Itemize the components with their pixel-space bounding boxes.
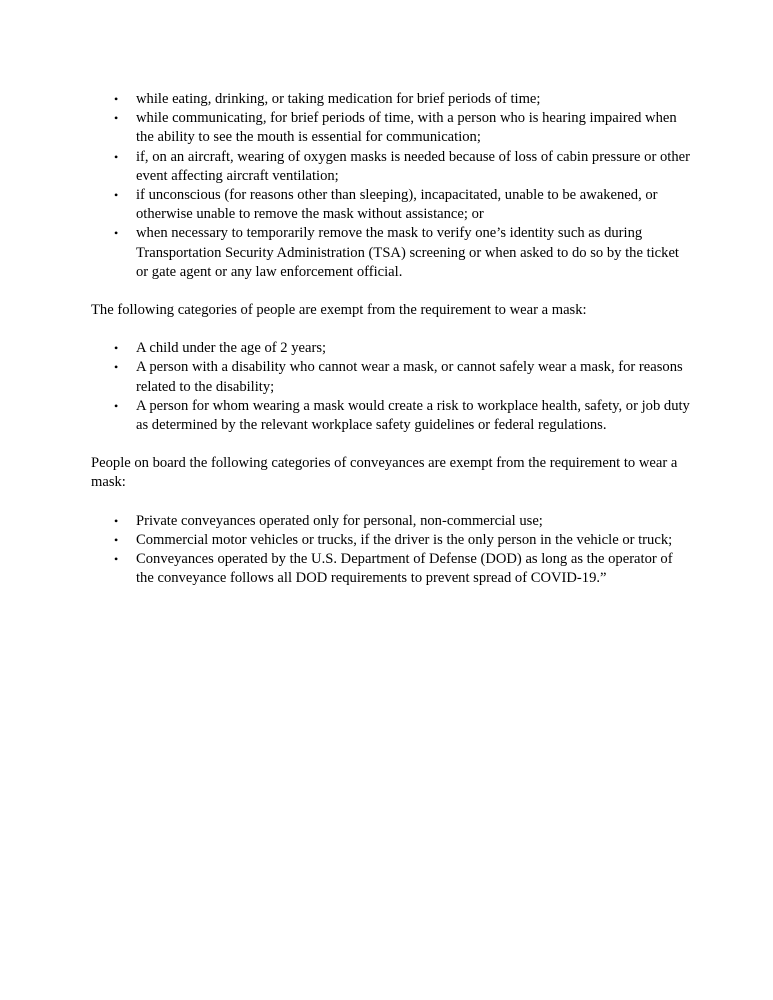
bullet-icon: • [114, 360, 119, 375]
mask-removal-exceptions-list [91, 90, 691, 282]
list-item [114, 550, 691, 588]
list-item [114, 512, 691, 531]
bullet-icon: • [114, 149, 119, 164]
list-item-text: Commercial motor vehicles or trucks, if the driver is the only person in the vehicle or truck; [136, 531, 673, 548]
list-item-text: A person with a disability who cannot wear a mask, or cannot safely wear a mask, for reasons related to the disability; [136, 359, 683, 395]
list-item [114, 531, 691, 550]
list-item [114, 186, 691, 224]
exempt-people-intro: The following categories of people are exempt from the requirement to wear a mask: [91, 302, 587, 319]
list-item [114, 358, 691, 396]
bullet-icon: • [114, 532, 119, 547]
list-item [114, 339, 691, 358]
list-item-text: Private conveyances operated only for personal, non-commercial use; [136, 512, 543, 529]
exempt-people-list [91, 339, 691, 435]
list-item [114, 397, 691, 435]
list-item-text: while communicating, for brief periods of time, with a person who is hearing impaired when the ability to see the mouth is essential for communication; [136, 110, 677, 146]
list-item [114, 148, 691, 186]
list-item-text: A child under the age of 2 years; [136, 340, 327, 357]
bullet-icon: • [114, 341, 119, 356]
bullet-icon: • [114, 513, 119, 528]
list-item-text: A person for whom wearing a mask would create a risk to workplace health, safety, or job duty as determined by the relevant workplace safety guidelines or federal regulations. [136, 397, 690, 434]
list-item [114, 224, 691, 282]
list-item-text: while eating, drinking, or taking medication for brief periods of time; [136, 91, 541, 107]
bullet-icon: • [114, 552, 119, 567]
document-page [91, 90, 691, 588]
bullet-icon: • [114, 188, 119, 203]
list-item-text: if unconscious (for reasons other than sleeping), incapacitated, unable to be awakened, or otherwise unable to remove the mask without assistance; or [136, 187, 658, 223]
list-item [114, 90, 691, 109]
list-item-text: if, on an aircraft, wearing of oxygen masks is needed because of loss of cabin pressure or other event affecting aircraft ventilation; [136, 148, 690, 184]
list-item-text: when necessary to temporarily remove the mask to verify one’s identity such as during Transportation Security Administration (TSA) screening or when asked to do so by the ticket or gate agent or any law enforcement official. [136, 225, 679, 280]
bullet-icon: • [114, 226, 119, 241]
list-item [114, 109, 691, 147]
bullet-icon: • [114, 111, 119, 126]
bullet-icon: • [114, 398, 119, 413]
exempt-conveyances-list [91, 512, 691, 589]
list-item-text: Conveyances operated by the U.S. Department of Defense (DOD) as long as the operator of the conveyance follows all DOD requirements to prevent spread of COVID-19.” [136, 551, 673, 587]
exempt-conveyances-intro: People on board the following categories of conveyances are exempt from the requirement to wear a mask: [91, 455, 678, 491]
bullet-icon: • [114, 92, 119, 106]
